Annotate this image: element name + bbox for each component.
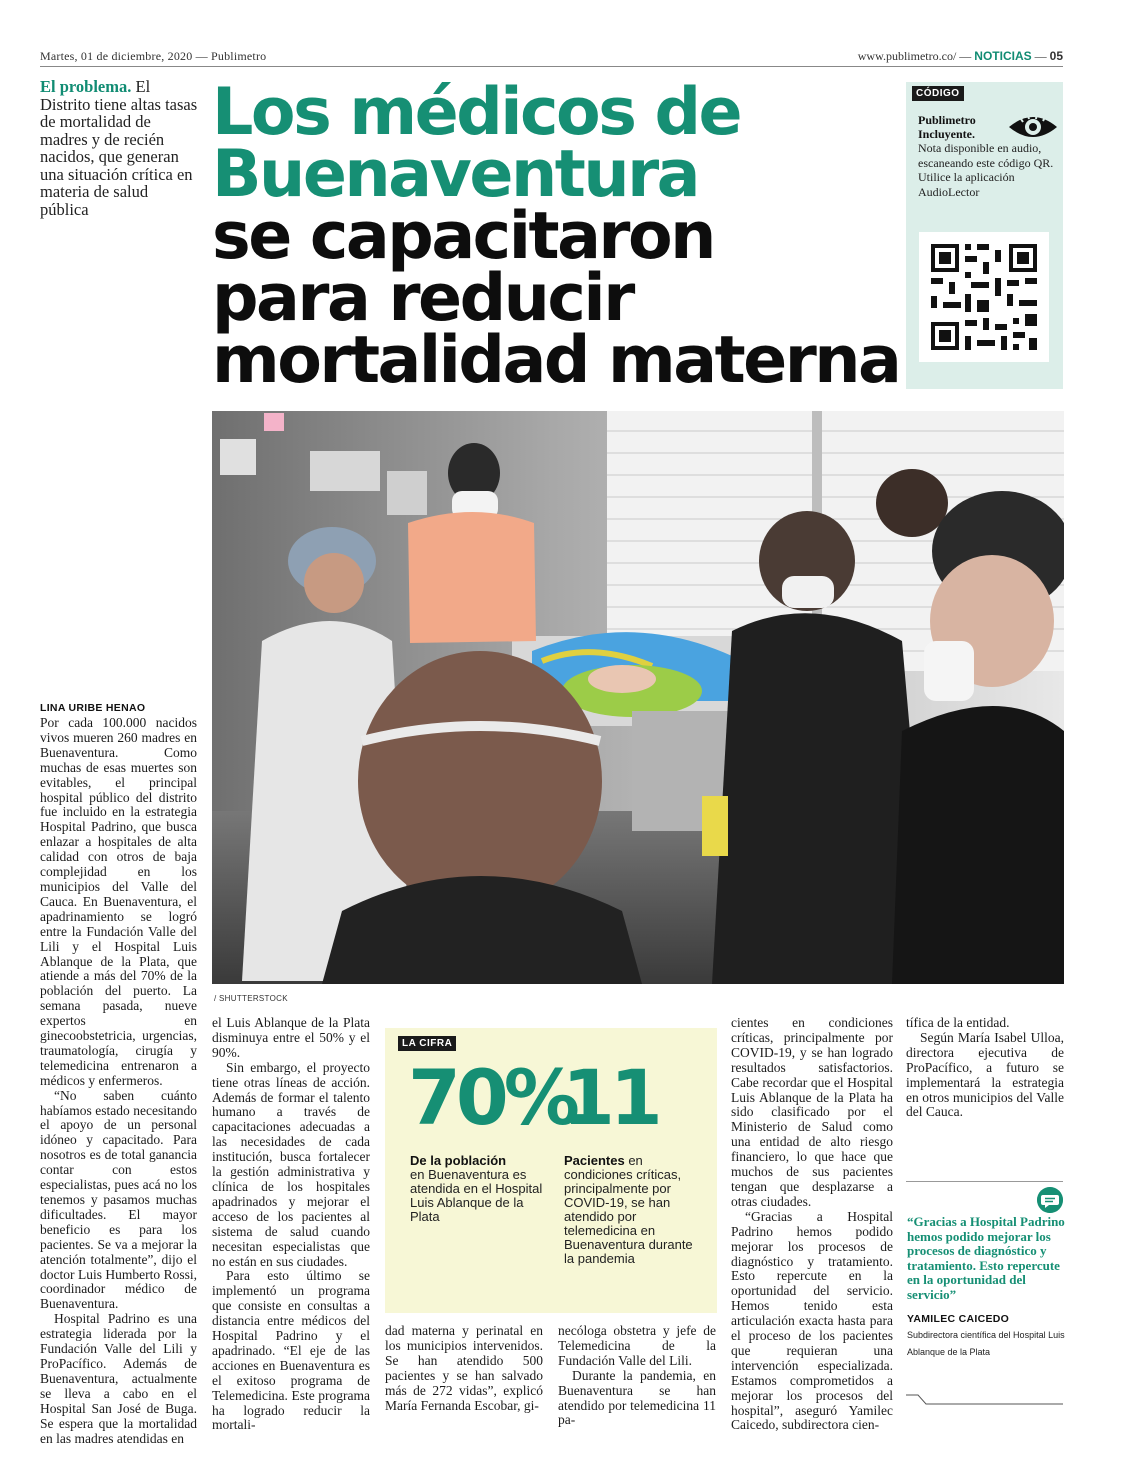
code-body: Nota disponible en audio, escaneando este código QR. Utilice la aplicación AudioLector	[918, 141, 1054, 199]
problem-lead: El problema.	[40, 77, 132, 96]
article-column-5	[731, 1016, 893, 1433]
stat-text: en condiciones críticas, principalmente por COVID-19, se han atendido por telemedicina en Buenaventura durante la pandemia	[564, 1153, 693, 1266]
headline-line: Los médicos de	[212, 75, 741, 150]
paragraph: Sin embargo, el proyecto tiene otras líneas de acción. Además de formar el talento humano a través de capacitaciones adecuadas a las necesidades de cada institución, busca fortalecer la gestión administrativa y clínica de los hospitales apadrinados y mejorar el acceso de los pacientes al sistema de salud cuando necesitan especialistas que no están en sus ciudades.	[212, 1059, 370, 1269]
code-title-line: Incluyente.	[918, 127, 975, 141]
site-url[interactable]: www.publimetro.co/	[857, 49, 957, 63]
end-rule	[906, 1394, 1063, 1406]
article-column-6	[906, 1016, 1064, 1120]
speech-bubble-icon	[1037, 1187, 1063, 1213]
paragraph: Según María Isabel Ulloa, directora ejecutiva de ProPacífico, a futuro se implementará la estrategia en otros municipios del Valle del Cauca.	[906, 1029, 1064, 1120]
headline-line: Buenaventura	[212, 137, 699, 212]
stat-bold: De la población	[410, 1153, 507, 1168]
headline-line: para reducir	[212, 261, 633, 336]
paragraph: tífica de la entidad.	[906, 1015, 1010, 1030]
problem-intro	[40, 78, 200, 218]
paragraph: “Gracias a Hospital Padrino hemos podido mejorar los procesos de diagnóstico y tratamiento. Esto repercute en la oportunidad del servicio. Hemos tenido esta articulación exacta hasta para el proceso de los pacientes que requieran una intervención especializada. Estamos comprometidos a mejorar los procesos del hospital”, aseguró Yamilec Caicedo, subdirectora cien-	[731, 1208, 893, 1433]
page-number: 05	[1049, 49, 1063, 63]
stat-description	[410, 1154, 550, 1224]
stat-description	[564, 1154, 704, 1266]
pull-quote: “Gracias a Hospital Padrino hemos podido mejorar los procesos de diagnóstico y tratamiento. Esto repercute en la oportunidad del servicio”	[907, 1214, 1065, 1302]
section-label: NOTICIAS	[974, 49, 1032, 63]
stat-bold: Pacientes	[564, 1153, 625, 1168]
header-date: Martes, 01 de diciembre, 2020 — Publimetro	[40, 49, 267, 63]
header-right: www.publimetro.co/ — NOTICIAS — 05	[857, 49, 1063, 63]
header-rule	[40, 66, 1063, 67]
qr-code-icon[interactable]	[919, 232, 1049, 362]
quote-author: YAMILEC CAICEDO	[907, 1313, 1010, 1325]
paragraph: dad materna y perinatal en los municipios intervenidos. Se han atendido 500 pacientes y se han salvado más de 272 vidas”, explicó María Fernanda Escobar, gi-	[385, 1323, 543, 1413]
code-title	[918, 113, 976, 141]
paragraph: Por cada 100.000 nacidos vivos mueren 260 madres en Buenaventura. Como muchas de esas muertes son evitables, el principal hospital público del distrito fue incluido en la estrategia Hospital Padrino, que busca enlazar a hospitales de alta calidad con otros de baja complejidad en los municipios del Valle del Cauca. En Buenaventura, el apadrinamiento se logró entre la Fundación Valle del Lili y el Hospital Luis Ablanque de la Plata, que atiende a más del 70% de la población del puerto. La semana pasada, nueve expertos en ginecoobstetricia, urgencias, traumatología, cirugía y telemedicina entrenaron a médicos y enfermeros.	[40, 715, 197, 1088]
headline	[212, 75, 902, 398]
cifra-tag: LA CIFRA	[398, 1036, 456, 1051]
paragraph: Para esto último se implementó un programa que consiste en consultas a distancia entre médicos del Hospital Padrino y el apadrinado. “El eje de las acciones en Buenaventura es el exitoso programa de Telemedicina. Este programa ha logrado reducir la mortali-	[212, 1268, 370, 1433]
photo-credit: / SHUTTERSTOCK	[214, 994, 288, 1003]
paragraph: Hospital Padrino es una estrategia liderada por la Fundación Valle del Lili y ProPacífico. Además de Buenaventura, actualmente se lleva a cabo en el Hospital San José de Buga. Se espera que la mortalidad en las madres atendidas en	[40, 1311, 197, 1446]
code-title-line: Publimetro	[918, 113, 976, 127]
quote-role: Subdirectora científica del Hospital Luis Ablanque de la Plata	[907, 1330, 1065, 1357]
audio-ear-icon	[1005, 107, 1061, 147]
article-column-4	[558, 1324, 716, 1428]
stat-value: 70%	[408, 1053, 575, 1142]
paragraph: Durante la pandemia, en Buenaventura se han atendido por telemedicina 11 pa-	[558, 1367, 716, 1428]
code-tag: CÓDIGO	[912, 86, 964, 101]
article-column-3	[385, 1324, 543, 1413]
paragraph: cientes en condiciones críticas, principalmente por COVID-19, y se han logrado resultados satisfactorios. Cabe recordar que el Hospital Luis Ablanque de la Plata ha sido clasificado por el Ministerio de Salud como una entidad de alto riesgo financiero, lo que hace que muchos de sus pacientes tengan que desplazarse a otras ciudades.	[731, 1015, 893, 1209]
byline: LINA URIBE HENAO	[40, 702, 146, 714]
headline-line: se capacitaron	[212, 199, 714, 274]
quote-rule	[906, 1181, 1063, 1182]
stat-text: en Buenaventura es atendida en el Hospital Luis Ablanque de la Plata	[410, 1167, 543, 1224]
hospital-photo	[212, 411, 1064, 984]
paragraph: el Luis Ablanque de la Plata disminuya entre el 50% y el 90%.	[212, 1015, 370, 1060]
article-column-2	[212, 1016, 370, 1433]
problem-text: El Distrito tiene altas tasas de mortalidad de madres y de recién nacidos, que generan una situación crítica en materia de salud pública	[40, 77, 198, 219]
article-column-1	[40, 716, 197, 1446]
stat-value: 11	[562, 1053, 658, 1142]
paragraph: necóloga obstetra y jefe de Telemedicina de la Fundación Valle del Lili.	[558, 1323, 716, 1368]
headline-line: mortalidad materna	[212, 323, 900, 398]
paragraph: “No saben cuánto habíamos estado necesitando el apoyo de un personal idóneo y capacitado. Para nosotros es de total ganancia contar con estos especialistas, pues acá no los tenemos y pasamos muchas dificultades. El mayor beneficio es para los pacientes. Se va a mejorar la atención totalmente”, dijo el doctor Luis Humberto Rossi, coordinador médico de Buenaventura.	[40, 1087, 197, 1312]
